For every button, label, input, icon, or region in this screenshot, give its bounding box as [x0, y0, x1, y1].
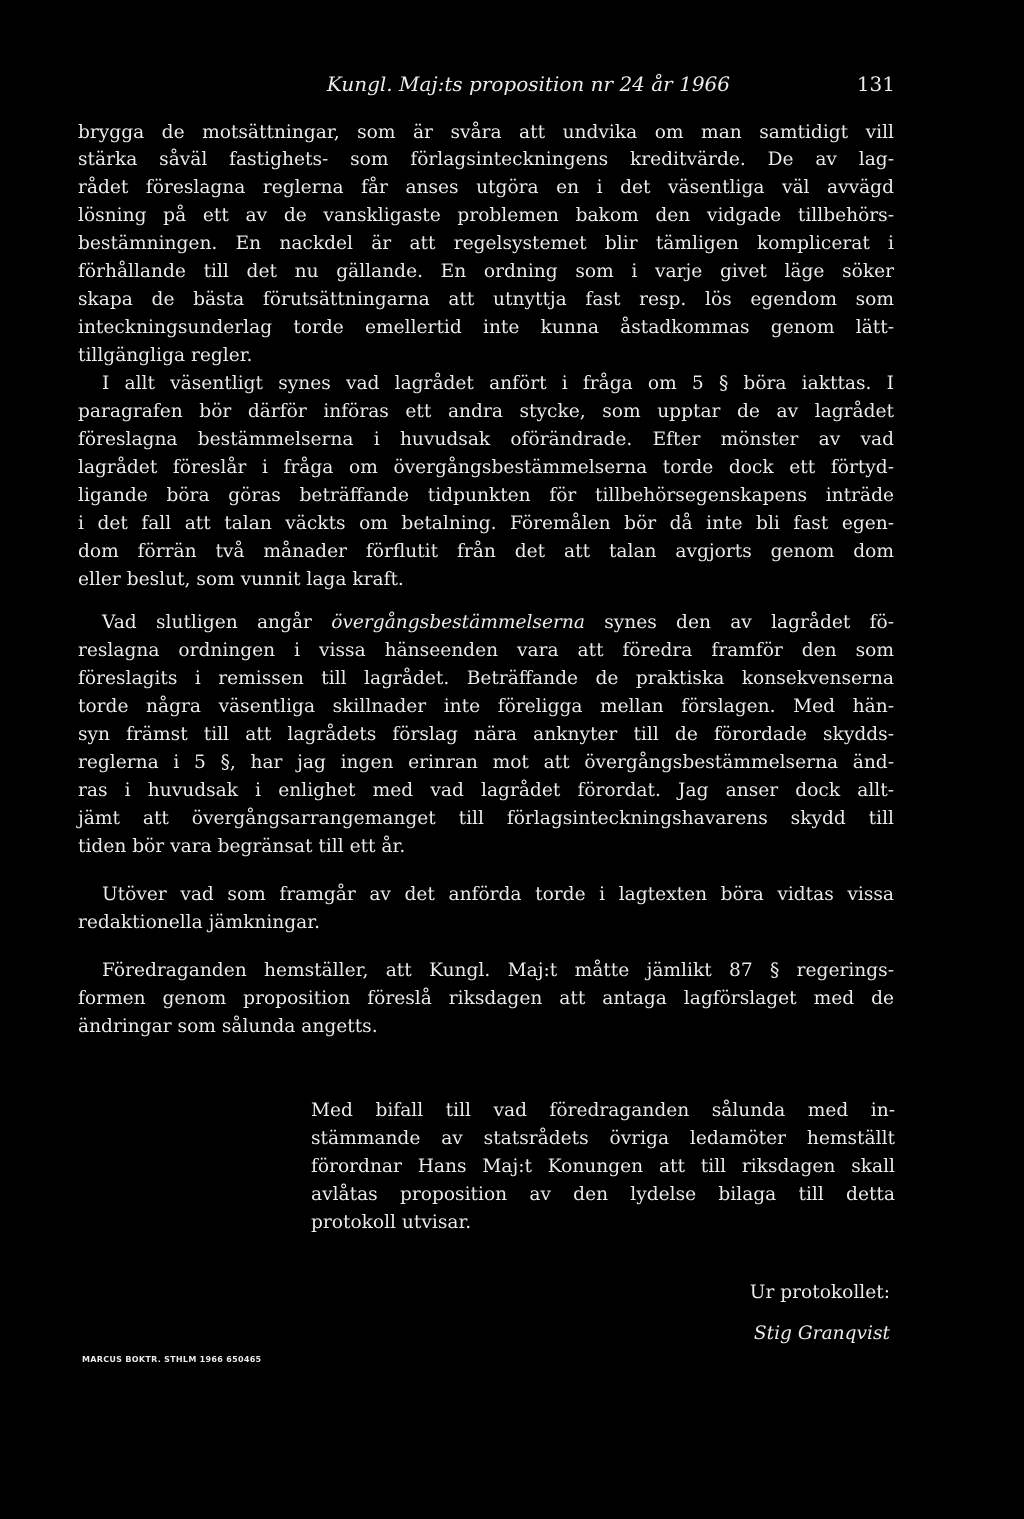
text-line: brygga de motsättningar, som är svåra att undvika om man samtidigt vill: [78, 122, 894, 143]
signer-name: Stig Granqvist: [753, 1323, 890, 1344]
text-line: skapa de bästa förutsättningarna att utnyttja fast resp. lös egendom som: [78, 289, 894, 310]
text-line: förhållande till det nu gällande. En ordning som i varje givet läge söker: [78, 261, 894, 282]
text-line: rådet föreslagna reglerna får anses utgöra en i det väsentliga väl avvägd: [78, 177, 894, 198]
text-line: Med bifall till vad föredraganden sålunda med in-: [311, 1100, 895, 1121]
text-line: reslagna ordningen i vissa hänseenden vara att föredra framför den som: [78, 640, 894, 661]
text-line: protokoll utvisar.: [311, 1212, 472, 1233]
text-line: eller beslut, som vunnit laga kraft.: [78, 569, 404, 590]
text-line: dom förrän två månader förflutit från det att talan avgjorts genom dom: [78, 541, 894, 562]
page-number: 131: [856, 72, 895, 96]
text-line: ras i huvudsak i enlighet med vad lagrådet förordat. Jag anser dock allt-: [78, 780, 894, 801]
text-line: tiden bör vara begränsat till ett år.: [78, 836, 406, 857]
text-line: syn främst till att lagrådets förslag nära anknyter till de förordade skydds-: [78, 724, 894, 745]
text-line: föreslagits i remissen till lagrådet. Beträffande de praktiska konsekvenserna: [78, 668, 894, 689]
text-line: formen genom proposition föreslå riksdagen att antaga lagförslaget med de: [78, 988, 894, 1009]
text-line: inteckningsunderlag torde emellertid inte kunna åstadkommas genom lätt-: [78, 317, 894, 338]
text-line: Utöver vad som framgår av det anförda torde i lagtexten böra vidtas vissa: [102, 884, 894, 905]
ur-protokollet: Ur protokollet:: [749, 1282, 890, 1303]
text-line: redaktionella jämkningar.: [78, 912, 321, 933]
text-line: i det fall att talan väckts om betalning. Föremålen bör då inte bli fast egen-: [78, 513, 894, 534]
running-title: Kungl. Maj:ts proposition nr 24 år 1966: [326, 72, 730, 96]
text-line: tillgängliga regler.: [78, 345, 253, 366]
text-line: ligande böra göras beträffande tidpunkten för tillbehörsegenskapens inträde: [78, 485, 894, 506]
text-line: I allt väsentligt synes vad lagrådet anfört i fråga om 5 § böra iakttas. I: [102, 373, 894, 394]
text-line: jämt att övergångsarrangemanget till förlagsinteckningshavarens skydd till: [78, 808, 894, 829]
text-line: ändringar som sålunda angetts.: [78, 1016, 378, 1037]
text-line: stämmande av statsrådets övriga ledamöter hemställt: [311, 1128, 895, 1149]
text-line: torde några väsentliga skillnader inte föreligga mellan förslagen. Med hän-: [78, 696, 894, 717]
text-line: Föredraganden hemställer, att Kungl. Maj:t måtte jämlikt 87 § regerings-: [102, 960, 894, 981]
text-line: paragrafen bör därför införas ett andra stycke, som upptar de av lagrådet: [78, 401, 894, 422]
text-line: lagrådet föreslår i fråga om övergångsbestämmelserna torde dock ett förtyd-: [78, 457, 894, 478]
emphasis: övergångsbestämmelserna: [331, 612, 585, 633]
text-line: förordnar Hans Maj:t Konungen att till riksdagen skall: [311, 1156, 895, 1177]
page-header: [0, 72, 1024, 106]
text-line: bestämningen. En nackdel är att regelsystemet blir tämligen komplicerat i: [78, 233, 894, 254]
text-line: Vad slutligen angår övergångsbestämmelserna synes den av lagrådet fö-: [102, 612, 894, 633]
text-line: reglerna i 5 §, har jag ingen erinran mot att övergångsbestämmelserna änd-: [78, 752, 894, 773]
text-line: föreslagna bestämmelserna i huvudsak oförändrade. Efter mönster av vad: [78, 429, 894, 450]
printer-imprint: MARCUS BOKTR. STHLM 1966 650465: [82, 1355, 262, 1364]
text-line: stärka såväl fastighets- som förlagsinteckningens kreditvärde. De av lag-: [78, 149, 894, 170]
text-line: avlåtas proposition av den lydelse bilaga till detta: [311, 1184, 895, 1205]
text-line: lösning på ett av de vanskligaste problemen bakom den vidgade tillbehörs-: [78, 205, 894, 226]
